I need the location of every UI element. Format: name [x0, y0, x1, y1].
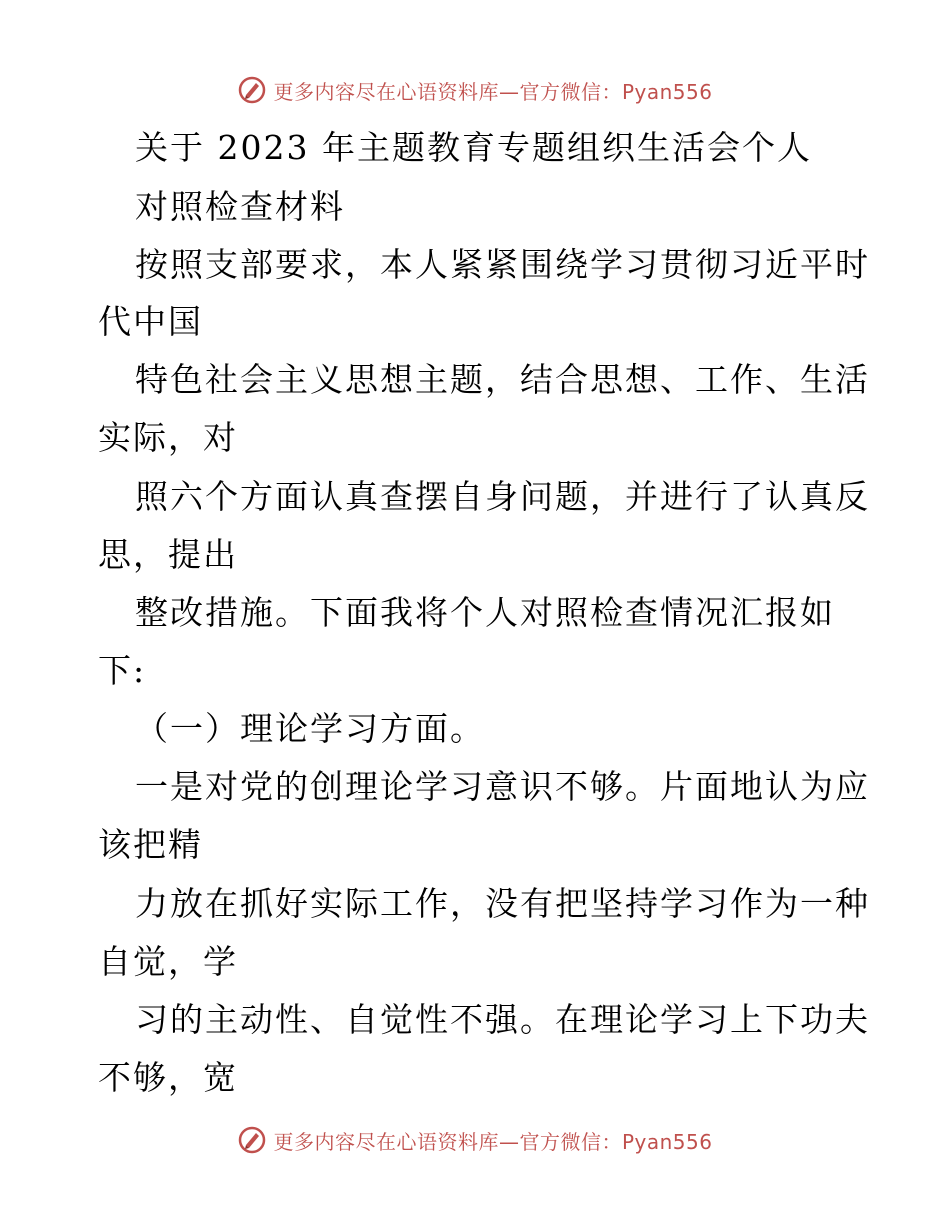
watermark-text: 更多内容尽在心语资料库—官方微信：Pyan556	[273, 1129, 713, 1154]
doc-line: 思，提出	[98, 535, 238, 574]
doc-line: 一是对党的创理论学习意识不够。片面地认为应	[135, 767, 870, 806]
doc-line: 习的主动性、自觉性不强。在理论学习上下功夫	[135, 1000, 870, 1039]
section-heading: （一）理论学习方面。	[135, 709, 485, 748]
doc-line: 特色社会主义思想主题，结合思想、工作、生活	[135, 360, 870, 399]
doc-line: 照六个方面认真查摆自身问题，并进行了认真反	[135, 477, 870, 516]
doc-line: 自觉，学	[98, 942, 238, 981]
doc-line: 代中国	[98, 302, 203, 341]
doc-line: 实际，对	[98, 418, 238, 457]
doc-title-line-1: 关于 2023 年主题教育专题组织生活会个人	[135, 128, 812, 167]
doc-title-line-2: 对照检查材料	[135, 187, 345, 226]
footer-watermark-banner	[0, 1120, 950, 1160]
pen-in-circle-logo-icon	[237, 1125, 267, 1155]
doc-line: 该把精	[98, 825, 203, 864]
watermark-text: 更多内容尽在心语资料库—官方微信：Pyan556	[273, 79, 713, 104]
doc-line: 不够，宽	[98, 1058, 238, 1097]
doc-line: 按照支部要求，本人紧紧围绕学习贯彻习近平时	[135, 245, 870, 284]
doc-line: 力放在抓好实际工作，没有把坚持学习作为一种	[135, 884, 870, 923]
doc-line: 整改措施。下面我将个人对照检查情况汇报如	[135, 593, 835, 632]
doc-line: 下:	[98, 651, 147, 690]
